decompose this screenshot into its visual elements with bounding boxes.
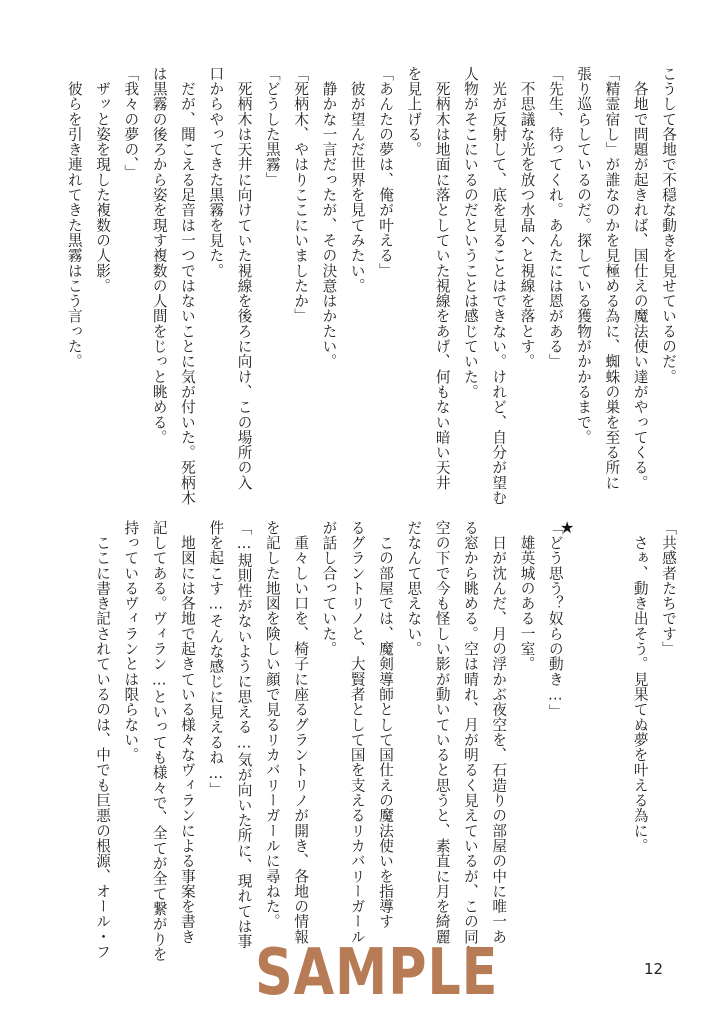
text-line: るグラントリノと、大賢者として国を支えるリカバリーガール — [348, 520, 366, 945]
text-line: 「どう思う？奴らの動き…」 — [546, 520, 564, 720]
section-break-star: ★ — [560, 518, 575, 537]
sample-watermark: SAMPLE — [255, 936, 499, 1010]
lower-text-block — [88, 520, 682, 962]
text-line: を記した地図を険しい顔で見るリカバリーガールに尋ねた。 — [263, 520, 281, 930]
text-line: 「我々の夢の、」 — [122, 66, 140, 180]
text-line: 記してある。ヴィラン…といっても様々で、全てが全て繋がりを — [150, 520, 168, 962]
text-line: を見上げる。 — [405, 66, 423, 157]
text-line: 「共感者たちです」 — [660, 520, 677, 657]
text-line: 彼らを引き連れてきた黒霧はこう言った。 — [65, 66, 83, 369]
text-line: 「先生、待ってくれ。あんたには恩がある」 — [546, 66, 564, 369]
text-line: 日が沈んだ、月の浮かぶ夜空を、石造りの部屋の中に唯一あ — [490, 520, 508, 945]
text-line: 各地で問題が起きれば、国仕えの魔法使い達がやってくる。 — [631, 66, 649, 491]
text-line: る窓から眺める。空は晴れ、月が明るく見えているが、この同じ — [461, 520, 479, 960]
upper-text-block — [59, 66, 682, 506]
text-line: 持っているヴィランとは限らない。 — [122, 520, 140, 763]
text-line: 張り巡らしているのだ。探している獲物がかかるまで。 — [575, 66, 593, 445]
text-line: 件を起こす…そんな感じに見えるね…」 — [207, 520, 225, 798]
text-line: 死柄木は地面に落としていた視線をあげ、何もない暗い天井 — [433, 66, 451, 491]
text-line: 死柄木は天井に向けていた視線を後ろに向け、この場所の入 — [235, 66, 253, 491]
text-line: こうして各地で不穏な動きを見せているのだ。 — [660, 66, 677, 385]
text-line: 彼が望んだ世界を見てみたい。 — [348, 66, 366, 294]
text-line: 「死柄木、やはりここにいましたか」 — [292, 66, 310, 324]
text-line — [597, 520, 625, 950]
page-number: 12 — [644, 960, 664, 978]
text-line: 口からやってきた黒霧を見た。 — [207, 66, 225, 279]
text-line: 「どうした黒霧」 — [263, 66, 281, 188]
text-line: 雄英城のある一室。 — [518, 520, 536, 672]
text-line: 「…規則性がないように思える…気が向いた所に、現れては事 — [235, 520, 253, 949]
text-line — [569, 520, 597, 950]
text-line: が話し合っていた。 — [320, 520, 338, 657]
text-line: 人物がそこにいるのだということは感じていた。 — [461, 66, 479, 400]
text-line: は黒霧の後ろから姿を現す複数の人間をじっと眺める。 — [150, 66, 168, 445]
text-line: さぁ、動き出そう。見果てぬ夢を叶える為に。 — [631, 520, 649, 854]
text-line: 空の下で今も怪しい影が動いていると思うと、素直に月を綺麗 — [433, 520, 451, 945]
text-line: この部屋では、魔剣導師として国仕えの魔法使いを指導す — [377, 520, 395, 930]
text-line: ここに書き記されているのは、中でも巨悪の根源、オール・フ — [94, 520, 112, 960]
text-line: 光が反射して、底を見ることはできない。けれど、自分が望む — [490, 66, 508, 506]
text-line: だが、聞こえる足音は一つではないことに気が付いた。死柄木 — [178, 66, 196, 506]
text-line: 静かな一言だったが、その決意はかたい。 — [320, 66, 338, 369]
text-line: だなんて思えない。 — [405, 520, 423, 657]
text-line: 重々しい口を、椅子に座るグラントリノが開き、各地の情報 — [292, 520, 310, 945]
text-line: 「精霊宿し」が誰なのかを見極める為に、蜘蛛の巣を至る所に — [603, 66, 621, 491]
text-line: ザッと姿を現した複数の人影。 — [94, 66, 112, 294]
text-line: 不思議な光を放つ水晶へと視線を落とす。 — [518, 66, 536, 369]
text-line: 「あんたの夢は、俺が叶える」 — [377, 66, 395, 279]
text-line: 地図には各地で起きている様々なヴィランによる事案を書き — [178, 520, 196, 945]
